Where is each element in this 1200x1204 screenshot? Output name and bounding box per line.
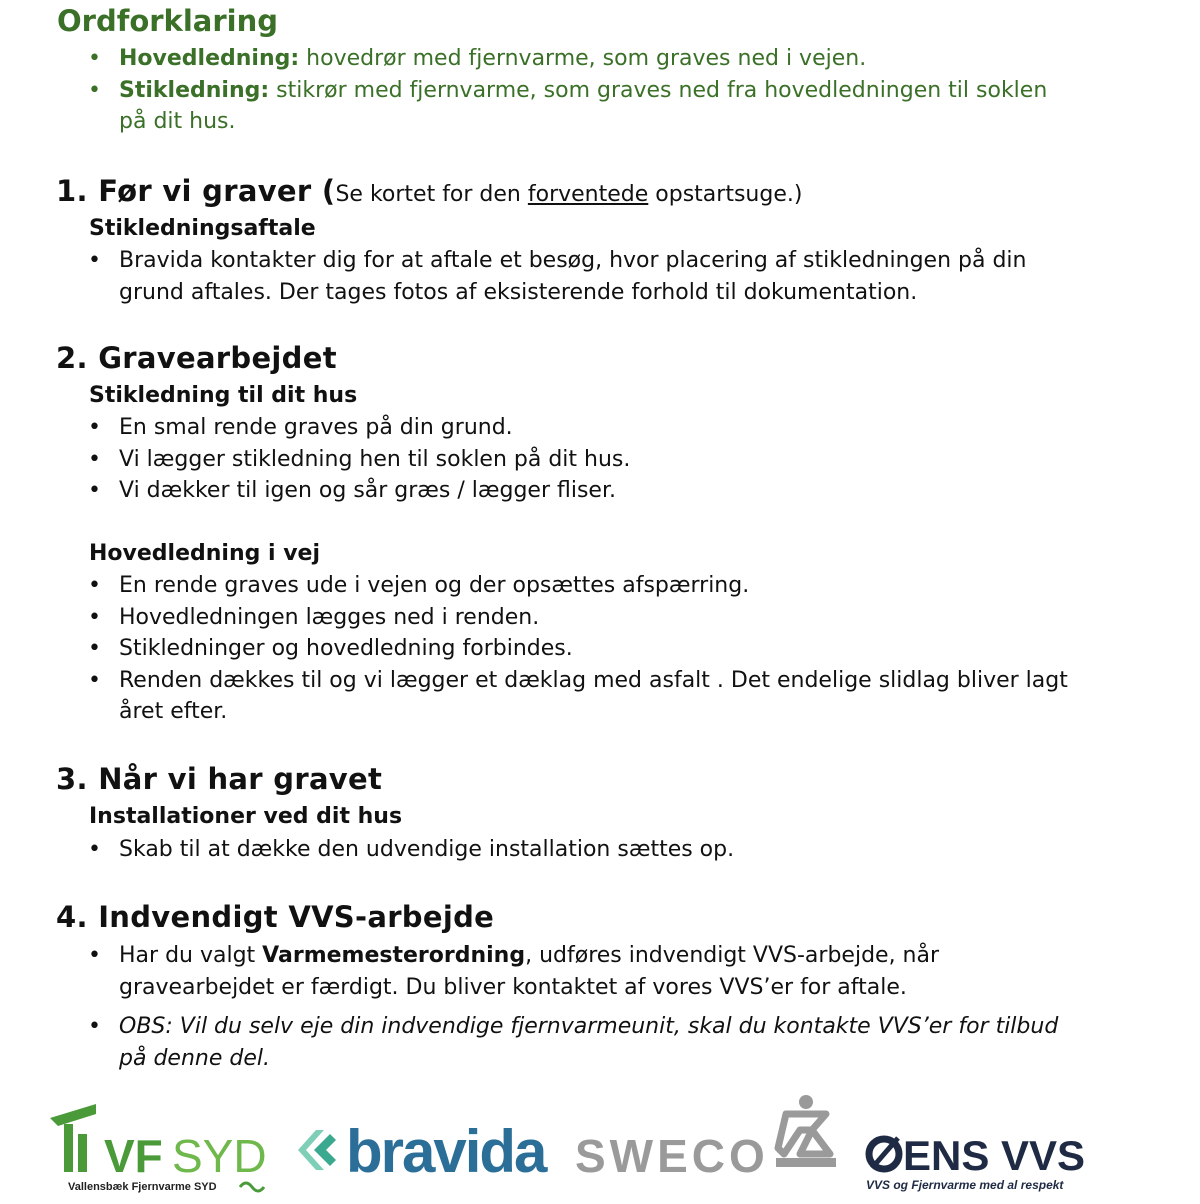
person-icon [799, 1095, 813, 1109]
leaf-icon [50, 1104, 96, 1126]
oens-logo [866, 1132, 1085, 1192]
subsection-title: Hovedledning i vej [89, 541, 321, 566]
subsection-title: Stikledningsaftale [89, 216, 316, 241]
section-heading: 1. Før vi graver ( [56, 174, 336, 208]
sweco-name: SWECO [575, 1130, 769, 1182]
bullet-list [88, 570, 1068, 728]
logos-svg [0, 1090, 1200, 1200]
section-title: 4. Indvendigt VVS-arbejde [56, 900, 495, 934]
vfsyd-logo [50, 1104, 267, 1193]
subsection-title: Stikledning til dit hus [89, 383, 358, 408]
list-item [88, 43, 1068, 75]
list-item: • Vi lægger stikledning hen til soklen på dit hus. [88, 444, 1068, 476]
list-item: • Hovedledningen lægges ned i renden. [88, 602, 1068, 634]
bold-term: Varmemesterordning [262, 943, 526, 968]
note-text: opstartsuge.) [648, 182, 803, 207]
section-title: 2. Gravearbejdet [56, 341, 337, 375]
bullet-list [88, 412, 1068, 507]
list-item: • Renden dækkes til og vi lægger et dæklag med asfalt . Det endelige slidlag bliver lagt året efter. [88, 665, 1068, 728]
section-title: 3. Når vi har gravet [56, 762, 383, 796]
list-item: • Bravida kontakter dig for at aftale et besøg, hvor placering af stikledningen på din grund aftales. Der tages fotos af eksisterende forhold til dokumentation. [88, 245, 1068, 308]
list-item: • Skab til at dække den udvendige installation sættes op. [88, 834, 1068, 866]
partner-logos [0, 1090, 1200, 1200]
wave-icon [240, 1183, 264, 1191]
bravida-name: bravida [346, 1118, 546, 1185]
glossary-title: Ordforklaring [57, 4, 278, 38]
glossary-text: hovedrør med fjernvarme, som graves ned i vejen. [299, 46, 867, 71]
list-item [88, 940, 1068, 1003]
list-item: • OBS: Vil du selv eje din indvendige fjernvarmeunit, skal du kontakte VVS’er for tilbud på denne del. [88, 1011, 1068, 1074]
pillar-icon [78, 1134, 87, 1172]
sweco-logo [575, 1095, 836, 1182]
list-item: • En rende graves ude i vejen og der opsættes afspærring. [88, 570, 1068, 602]
list-item: • Stikledninger og hovedledning forbindes. [88, 633, 1068, 665]
item-text: , udføres indvendigt VVS-arbejde, når gravearbejdet er færdigt. Du bliver kontaktet af vores VVS’er for aftale. [119, 943, 940, 1000]
item-text: Har du valgt [119, 943, 263, 968]
sweco-figure-icon [778, 1114, 830, 1154]
section-note [335, 182, 802, 207]
bullet-list [88, 834, 1068, 866]
bullet-list [88, 940, 1068, 1074]
vfsyd-syd: SYD [172, 1130, 267, 1182]
list-item [88, 75, 1068, 138]
list-item: • Vi dækker til igen og sår græs / lægger fliser. [88, 475, 1068, 507]
bullet-list [88, 245, 1068, 308]
sweco-base-icon [776, 1158, 836, 1167]
vfsyd-tagline: Vallensbæk Fjernvarme SYD [68, 1181, 217, 1193]
subsection-title: Installationer ved dit hus [89, 804, 403, 829]
glossary-text: stikrør med fjernvarme, som graves ned fra hovedledningen til soklen på dit hus. [119, 77, 1048, 134]
list-item: • En smal rende graves på din grund. [88, 412, 1068, 444]
glossary-list [88, 43, 1068, 138]
arrow-icon [314, 1134, 336, 1166]
oens-name: ENS VVS [903, 1132, 1086, 1179]
vfsyd-vf: VF [104, 1130, 163, 1182]
note-text: Se kortet for den [335, 182, 528, 207]
bravida-logo [298, 1118, 548, 1185]
glossary-term: Stikledning: [119, 77, 270, 103]
pillar-icon [64, 1124, 73, 1172]
section-title [56, 174, 802, 208]
glossary-term: Hovedledning: [119, 46, 300, 71]
underlined-word: forventede [527, 182, 649, 207]
oens-tagline: VVS og Fjernvarme med al respekt [866, 1178, 1064, 1192]
